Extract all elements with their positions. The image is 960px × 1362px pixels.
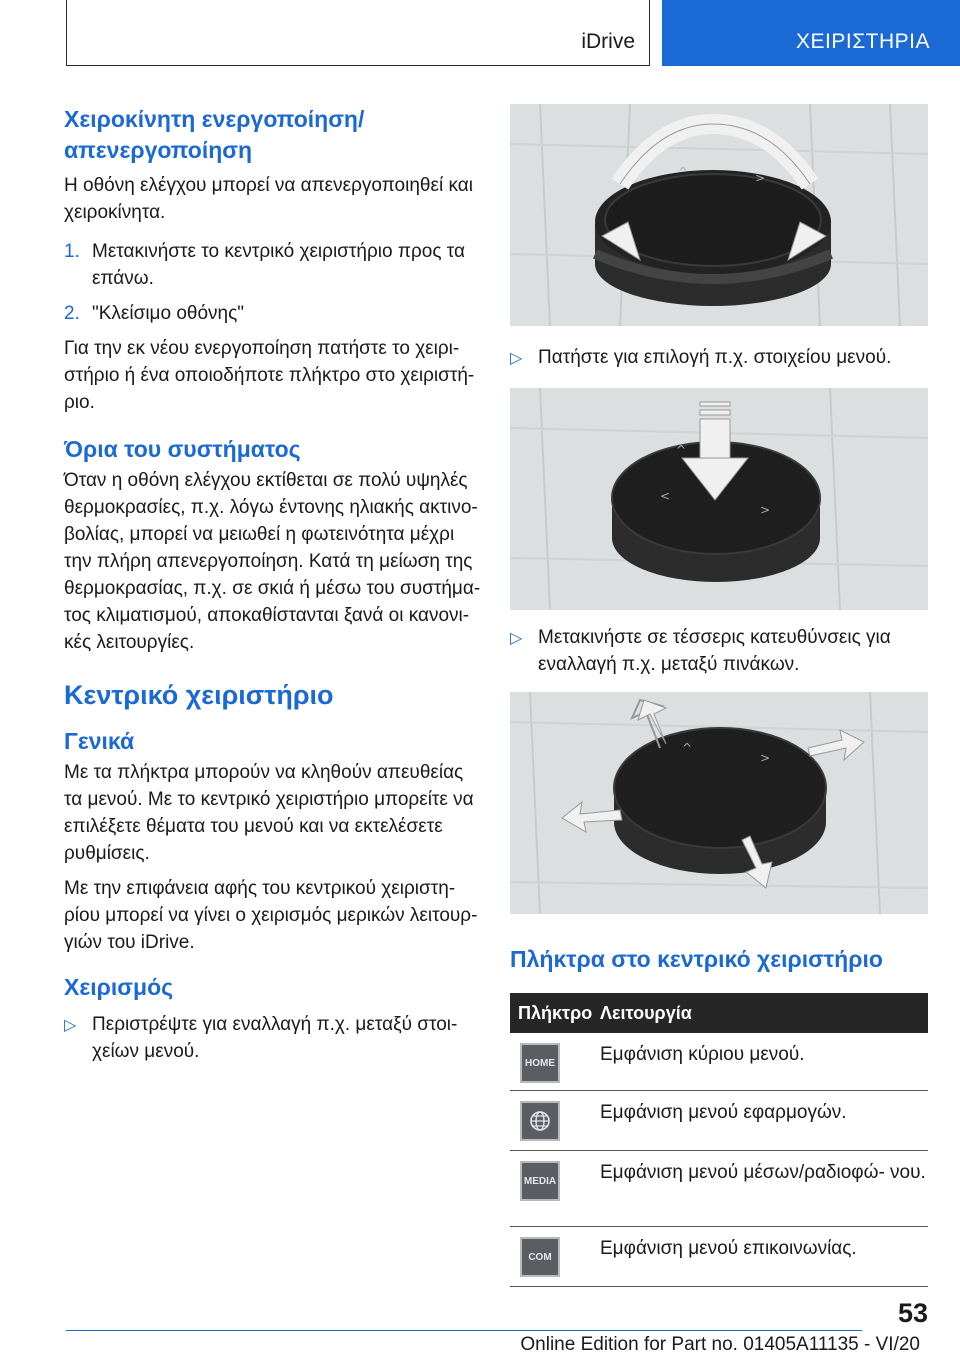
svg-text:^: ^ (678, 165, 689, 179)
svg-text:^: ^ (682, 741, 693, 755)
globe-icon (528, 1109, 552, 1133)
heading-controller: Κεντρικό χειριστήριο (64, 680, 334, 710)
figure-move-controller (510, 692, 928, 914)
globe-key-icon (520, 1101, 560, 1141)
paragraph-general-1: Με τα πλήκτρα μπορούν να κληθούν απευθείας τα μενού. Με το κεντρικό χειριστήριο μπορείτε να επιλέξετε θέματα του μενού και να εκτελέσετε ρυθμίσεις. (64, 762, 474, 864)
step-number: 1. (64, 241, 80, 262)
table-header (510, 993, 928, 1033)
footer-divider (66, 1330, 862, 1331)
operation-item-rotate (64, 1011, 484, 1065)
step-2 (64, 300, 484, 327)
caption-press-text: Πατήστε για επιλογή π.χ. στοιχείου μενού. (538, 347, 892, 368)
header-chapter-tab (66, 0, 650, 66)
heading-manual-onoff: Χειροκίνητη ενεργοποίηση/ απενεργοποίηση (64, 106, 365, 163)
right-column (510, 104, 928, 1287)
heading-system-limits: Όρια του συστήματος (64, 436, 301, 462)
column-header-key: Πλήκτρο (518, 1002, 593, 1023)
column-header-function: Λειτουργία (600, 1002, 692, 1023)
caption-move (510, 624, 928, 678)
media-key-icon: MEDIA (520, 1161, 560, 1201)
step-text: Μετακινήστε το κεντρικό χειριστήριο προς τα επάνω. (92, 241, 465, 289)
paragraph-reactivate: Για την εκ νέου ενεργοποίηση πατήστε το χειρι‐ στήριο ή ένα οποιοδήποτε πλήκτρο στο χειριστή‐ ριο. (64, 338, 475, 413)
section-title: ΧΕΙΡΙΣΤΗΡΙΑ (796, 30, 931, 53)
svg-text:>: > (760, 751, 771, 765)
footer-edition: Online Edition for Part no. 01405A11135 - VI/20 (520, 1334, 920, 1355)
svg-text:>: > (760, 503, 771, 517)
row-function: Εμφάνιση κύριου μενού. (600, 1044, 805, 1065)
arrow-bullet-icon: ▷ (510, 630, 523, 647)
svg-text:>: > (755, 171, 766, 185)
figure-rotate-controller (510, 104, 928, 326)
heading-general: Γενικά (64, 728, 135, 754)
home-key-icon: HOME (520, 1043, 560, 1083)
step-1 (64, 238, 484, 292)
paragraph-system-limits: Όταν η οθόνη ελέγχου εκτίθεται σε πολύ υψηλές θερμοκρασίες, π.χ. λόγω έντονης ηλιακής ακτινο‐ βολίας, μπορεί να μειωθεί η φωτεινότητα μέχρι την πλήρη απενεργοποίηση. Κατά τη μείωση της θερμοκρασίας, π.χ. σε σκιά ή μέσω του συστήμα‐ τος κλιματισμού, αποκαθίστανται ξανά οι κανονι‐ κές λειτουργίες. (64, 470, 481, 653)
svg-text:<: < (660, 489, 671, 503)
heading-operation: Χειρισμός (64, 974, 174, 1000)
paragraph-general-2: Με την επιφάνεια αφής του κεντρικού χειριστη‐ ρίου μπορεί να γίνει ο χειρισμός μερικών λειτουρ‐ γιών του iDrive. (64, 878, 478, 953)
controller-rotate-illustration (510, 104, 928, 326)
com-key-icon: COM (520, 1237, 560, 1277)
figure-press-controller (510, 388, 928, 610)
heading-controller-keys: Πλήκτρα στο κεντρικό χειριστήριο (510, 946, 883, 972)
controller-press-illustration (510, 388, 928, 610)
operation-text: Περιστρέψτε για εναλλαγή π.χ. μεταξύ στοι‐ χείων μενού. (92, 1014, 458, 1062)
table-row (510, 1033, 928, 1091)
caption-move-text: Μετακινήστε σε τέσσερις κατευθύνσεις για εναλλαγή π.χ. μεταξύ πινάκων. (538, 627, 891, 675)
table-row (510, 1151, 928, 1227)
arrow-bullet-icon: ▷ (510, 350, 523, 367)
caption-press (510, 344, 928, 372)
row-function: Εμφάνιση μενού εφαρμογών. (600, 1102, 847, 1123)
step-text: "Κλείσιμο οθόνης" (92, 303, 245, 324)
paragraph-manual-onoff: Η οθόνη ελέγχου μπορεί να απενεργοποιηθεί και χειροκίνητα. (64, 175, 473, 223)
controller-move-illustration (510, 692, 928, 914)
step-number: 2. (64, 303, 80, 324)
page-number: 53 (897, 1298, 928, 1328)
table-row (510, 1091, 928, 1151)
table-row (510, 1227, 928, 1287)
arrow-bullet-icon: ▷ (64, 1017, 77, 1034)
row-function: Εμφάνιση μενού μέσων/ραδιοφώ‐ νου. (600, 1162, 926, 1183)
header-section-tab (662, 0, 960, 66)
row-function: Εμφάνιση μενού επικοινωνίας. (600, 1238, 857, 1259)
svg-text:^: ^ (676, 443, 687, 457)
chapter-title: iDrive (581, 30, 635, 53)
keys-table (510, 993, 928, 1287)
left-column (64, 104, 484, 1065)
